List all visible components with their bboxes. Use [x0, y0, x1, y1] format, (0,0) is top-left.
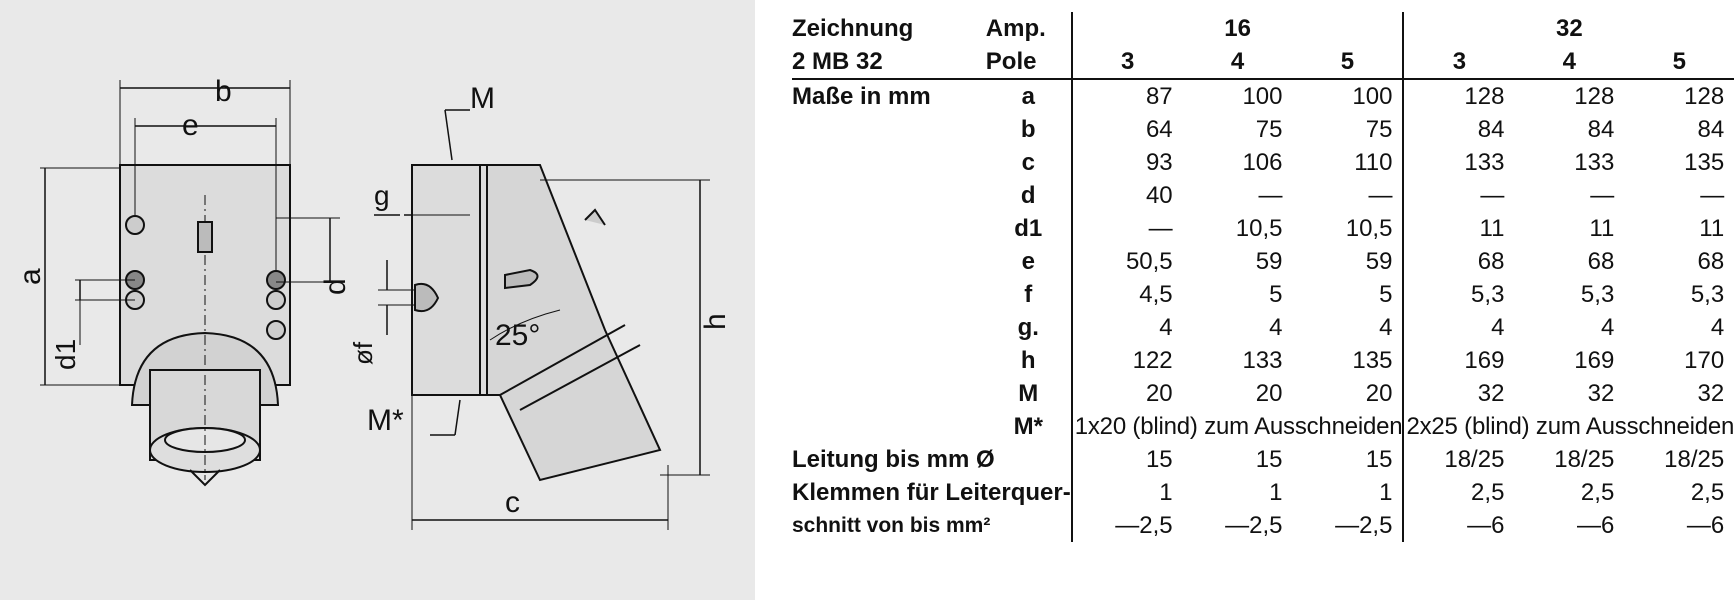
row-key: d — [1020, 182, 1036, 209]
table-cell: 18/25 — [1554, 446, 1615, 473]
table-cell: 133 — [1574, 149, 1615, 176]
table-cell: 84 — [1403, 113, 1514, 146]
table-cell: 20 — [1072, 377, 1183, 410]
table-cell: 128 — [1574, 83, 1615, 110]
row-key: c — [1021, 149, 1035, 176]
dim-h: h — [699, 313, 732, 330]
table-cell: 133 — [1242, 347, 1283, 374]
table-cell: 2,5 — [1403, 476, 1514, 509]
table-cell: 1 — [1269, 479, 1283, 506]
table-cell: — — [1700, 182, 1725, 209]
amp-label: Amp. — [985, 15, 1046, 42]
table-cell: 5,3 — [1580, 281, 1615, 308]
table-cell: 5 — [1269, 281, 1283, 308]
table-cell: —2,5 — [1335, 512, 1393, 539]
table-cell: 2,5 — [1690, 479, 1725, 506]
table-cell: 68 — [1403, 245, 1514, 278]
klemmen-label-2: schnitt von bis mm² — [792, 514, 991, 537]
pole-32-4: 4 — [1514, 45, 1624, 79]
header-row-amp — [792, 12, 1734, 45]
table-row — [792, 344, 1734, 377]
table-row — [792, 79, 1734, 113]
dim-g: g — [374, 180, 390, 211]
table-cell: 84 — [1697, 116, 1725, 143]
table-cell: 106 — [1242, 149, 1283, 176]
dim-Mstar: M* — [367, 404, 404, 437]
table-cell: 100 — [1242, 83, 1283, 110]
pole-32-3: 3 — [1403, 45, 1514, 79]
table-cell: 20 — [1365, 380, 1393, 407]
table-cell: 1 — [1072, 476, 1183, 509]
table-cell: 32 — [1587, 380, 1615, 407]
table-cell: 4 — [1072, 311, 1183, 344]
row-key: g. — [1017, 314, 1039, 341]
section-label: Maße in mm — [792, 83, 931, 110]
row-key: a — [1021, 83, 1035, 110]
spec-table-panel — [792, 12, 1734, 592]
table-row — [792, 113, 1734, 146]
pole-16-4: 4 — [1183, 45, 1293, 79]
table-cell: 135 — [1684, 149, 1725, 176]
dim-angle: 25° — [495, 319, 541, 352]
table-cell: 32 — [1403, 377, 1514, 410]
table-cell: 169 — [1574, 347, 1615, 374]
dim-f: øf — [348, 341, 378, 365]
table-cell: 59 — [1365, 248, 1393, 275]
row-key: b — [1020, 116, 1036, 143]
spec-table — [792, 12, 1734, 542]
table-row — [792, 278, 1734, 311]
table-cell: —2,5 — [1225, 512, 1283, 539]
table-cell: 2,5 — [1580, 479, 1615, 506]
klemmen-row-2 — [792, 509, 1734, 542]
technical-drawing — [0, 0, 755, 600]
side-body — [412, 165, 487, 395]
table-cell: 75 — [1255, 116, 1283, 143]
table-cell: 100 — [1352, 83, 1393, 110]
table-row — [792, 146, 1734, 179]
table-cell: 4 — [1710, 314, 1725, 341]
table-cell: 84 — [1587, 116, 1615, 143]
table-cell: —6 — [1403, 509, 1514, 542]
table-cell: 59 — [1255, 248, 1283, 275]
table-cell: 15 — [1255, 446, 1283, 473]
row-key: e — [1021, 248, 1035, 275]
table-cell: 75 — [1365, 116, 1393, 143]
table-cell: 11 — [1699, 215, 1725, 242]
dim-a: a — [14, 268, 47, 285]
table-cell: 87 — [1072, 79, 1183, 113]
table-cell: 1 — [1379, 479, 1393, 506]
table-cell: 68 — [1587, 248, 1615, 275]
table-row — [792, 377, 1734, 410]
row-key: f — [1024, 281, 1033, 308]
table-cell: —6 — [1576, 512, 1615, 539]
table-cell: 4 — [1379, 314, 1393, 341]
table-cell: 5,3 — [1690, 281, 1725, 308]
dim-M: M — [470, 82, 495, 115]
table-cell: — — [1403, 179, 1514, 212]
dim-d: d — [319, 278, 352, 295]
table-cell: 4 — [1600, 314, 1615, 341]
table-cell: 11 — [1589, 215, 1615, 242]
table-cell: — — [1258, 182, 1283, 209]
table-cell: 20 — [1255, 380, 1283, 407]
table-cell: 11 — [1403, 212, 1514, 245]
row-key-mstar: M* — [1013, 413, 1043, 440]
title-line2: 2 MB 32 — [792, 45, 986, 79]
pole-32-5: 5 — [1624, 45, 1734, 79]
amp-16: 16 — [1072, 12, 1404, 45]
title-line1: Zeichnung — [792, 15, 914, 42]
dimension-rows — [792, 79, 1734, 410]
table-cell: 133 — [1403, 146, 1514, 179]
pole-16-3: 3 — [1072, 45, 1183, 79]
table-cell: 18/25 — [1664, 446, 1725, 473]
mstar-note-16: 1x20 (blind) zum Ausschneiden — [1072, 410, 1404, 443]
table-cell: 50,5 — [1072, 245, 1183, 278]
drawing-svg — [0, 0, 755, 600]
table-cell: 64 — [1072, 113, 1183, 146]
mstar-note-32: 2x25 (blind) zum Ausschneiden — [1403, 410, 1734, 443]
table-cell: 15 — [1365, 446, 1393, 473]
table-cell: 5 — [1379, 281, 1393, 308]
table-cell: 10,5 — [1345, 215, 1393, 242]
table-cell: 135 — [1352, 347, 1393, 374]
table-row — [792, 311, 1734, 344]
pole-16-5: 5 — [1293, 45, 1404, 79]
klemmen-row-1 — [792, 476, 1734, 509]
table-row — [792, 179, 1734, 212]
table-cell: —6 — [1686, 512, 1725, 539]
table-cell: — — [1590, 182, 1615, 209]
table-cell: —2,5 — [1072, 509, 1183, 542]
row-key: d1 — [1014, 215, 1043, 242]
table-cell: 93 — [1072, 146, 1183, 179]
mstar-row — [792, 410, 1734, 443]
dim-b: b — [215, 75, 232, 108]
header-row-pole — [792, 45, 1734, 79]
leitung-label: Leitung bis mm Ø — [792, 446, 995, 473]
klemmen-label-1: Klemmen für Leiterquer- — [792, 479, 1071, 506]
leitung-row — [792, 443, 1734, 476]
table-cell: 4,5 — [1072, 278, 1183, 311]
pole-label: Pole — [986, 45, 1072, 79]
row-key: M — [1018, 380, 1039, 407]
table-cell: 15 — [1072, 443, 1183, 476]
table-cell: 18/25 — [1403, 443, 1514, 476]
amp-32: 32 — [1403, 12, 1734, 45]
table-cell: 169 — [1403, 344, 1514, 377]
table-cell: 128 — [1684, 83, 1725, 110]
table-cell: 4 — [1269, 314, 1283, 341]
dim-d1: d1 — [50, 338, 81, 370]
table-cell: — — [1072, 212, 1183, 245]
dim-c: c — [505, 486, 520, 519]
table-cell: — — [1368, 182, 1393, 209]
table-cell: 40 — [1072, 179, 1183, 212]
table-cell: 122 — [1072, 344, 1183, 377]
table-cell: 5,3 — [1403, 278, 1514, 311]
table-row — [792, 245, 1734, 278]
table-cell: 4 — [1403, 311, 1514, 344]
latch — [198, 222, 212, 252]
table-cell: 68 — [1697, 248, 1725, 275]
table-cell: 32 — [1697, 380, 1725, 407]
row-key: h — [1020, 347, 1036, 374]
table-cell: 128 — [1403, 79, 1514, 113]
table-cell: 110 — [1354, 149, 1393, 176]
dim-e: e — [182, 109, 199, 142]
table-cell: 10,5 — [1235, 215, 1283, 242]
table-cell: 170 — [1684, 347, 1725, 374]
table-row — [792, 212, 1734, 245]
